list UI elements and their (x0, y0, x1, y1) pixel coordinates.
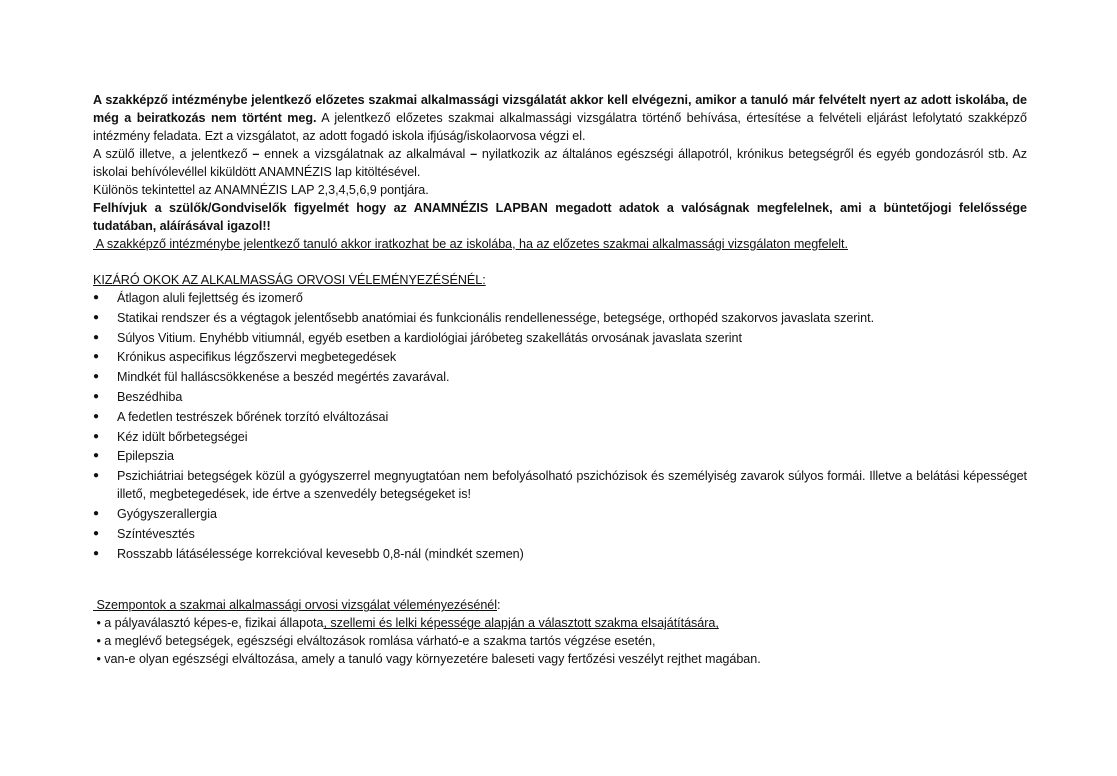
exclusion-list-item-text: Gyógyszerallergia (117, 506, 217, 521)
bullet-icon: ● (93, 292, 99, 303)
intro-paragraph-2-part-b: ennek a vizsgálatnak az alkalmával (259, 147, 471, 161)
exclusion-list-item (93, 428, 1027, 446)
exclusion-list-item (93, 447, 1027, 465)
criteria-item-3: • van-e olyan egészségi elváltozása, amely a tanuló vagy környezetére baleseti vagy fertőzési veszélyt rejthet magában. (93, 652, 761, 667)
intro-paragraph-2 (93, 145, 1027, 181)
exclusion-list-item (93, 545, 1027, 563)
exclusion-list-item (93, 309, 1027, 327)
bullet-icon: ● (93, 430, 99, 442)
intro-paragraph-2-part-a: A szülő illetve, a jelentkező (93, 147, 253, 161)
spacer (93, 564, 1027, 596)
exclusion-list-item-text: Statikai rendszer és a végtagok jelentősebb anatómiai és funkcionális rendellenessége, betegsége, orthopéd szakorvos javaslata szerint. (117, 310, 875, 325)
exclusion-list (93, 289, 1027, 563)
criteria-item-1-part-b: , szellemi és lelki képessége alapján a választott szakma elsajátítására, (323, 616, 719, 631)
bullet-icon: ● (93, 311, 99, 323)
exclusion-list-item-text: Beszédhiba (117, 389, 183, 404)
criteria-item-2: • a meglévő betegségek, egészségi elváltozások romlása várható-e a szakma tartós végzése esetén, (93, 634, 656, 649)
intro-paragraph-1 (93, 91, 1027, 145)
criteria-item-1 (93, 614, 1027, 632)
bullet-icon: ● (93, 470, 99, 482)
exclusion-list-item-text: Pszichiátriai betegségek közül a gyógyszerrel megnyugtatóan nem befolyásolható pszichózisok és személyiség zavarok súlyos formái. Illetve a belátási képességet illető, megbetegedések, ide értve a szenvedély betegségeket is! (117, 469, 1027, 502)
bullet-icon: ● (93, 351, 99, 363)
criteria-heading (93, 596, 1027, 614)
bullet-icon: ● (93, 527, 99, 539)
intro-paragraph-3: Különös tekintettel az ANAMNÉZIS LAP 2,3,4,5,6,9 pontjára. (93, 183, 429, 197)
intro-paragraph-1-rest: A jelentkező előzetes szakmai alkalmassági vizsgálatra történő behívása, értesítése a felvételi eljárást lefolytató szakképző intézmény feladata. Ezt a vizsgálatot, az adott fogadó iskola ifjúság/iskolaorvosa végzi el. (93, 111, 1027, 143)
exclusion-list-item-text: Krónikus aspecifikus légzőszervi megbetegedések (117, 350, 397, 365)
bullet-icon: ● (93, 331, 99, 343)
bullet-icon: ● (93, 371, 99, 383)
intro-dash-1: – (252, 147, 260, 161)
bullet-icon: ● (93, 507, 99, 519)
intro-paragraph-5: A szakképző intézménybe jelentkező tanuló akkor iratkozhat be az iskolába, ha az előzetes szakmai alkalmassági vizsgálaton megfelelt. (93, 237, 848, 251)
exclusion-list-item (93, 408, 1027, 426)
exclusion-list-item (93, 329, 1027, 347)
exclusion-list-item-text: Színtévesztés (117, 526, 195, 541)
exclusion-list-item-text: Átlagon aluli fejlettség és izomerő (117, 291, 303, 305)
document-page (93, 91, 1027, 668)
exclusion-list-item-text: Rosszabb látásélessége korrekcióval kevesebb 0,8-nál (mindkét szemen) (117, 546, 524, 561)
exclusion-list-item (93, 289, 1027, 307)
exclusion-list-item-text: Epilepszia (117, 449, 174, 464)
bullet-icon: ● (93, 450, 99, 462)
exclusion-list-item (93, 525, 1027, 543)
criteria-heading-colon: : (497, 598, 501, 613)
exclusion-list-item (93, 467, 1027, 503)
intro-paragraph-4: Felhívjuk a szülők/Gondviselők figyelmét hogy az ANAMNÉZIS LAPBAN megadott adatok a valóságnak megfelelnek, ami a büntetőjogi felelőssége tudatában, aláírásával igazol!! (93, 201, 1027, 233)
exclusion-list-item (93, 388, 1027, 406)
criteria-item-1-part-a: • a pályaválasztó képes-e, fizikai állapota (93, 616, 324, 631)
bullet-icon: ● (93, 390, 99, 402)
exclusion-list-item-text: Súlyos Vitium. Enyhébb vitiumnál, egyéb esetben a kardiológiai járóbeteg szakellátás orvosának javaslata szerint (117, 330, 742, 345)
exclusion-list-item (93, 505, 1027, 523)
intro-dash-2: – (470, 147, 478, 161)
spacer (93, 253, 1027, 271)
exclusion-list-item (93, 368, 1027, 386)
criteria-heading-text: Szempontok a szakmai alkalmassági orvosi vizsgálat véleményezésénél (93, 598, 497, 613)
bullet-icon: ● (93, 547, 99, 559)
bullet-icon: ● (93, 410, 99, 422)
exclusion-list-item-text: Mindkét fül halláscsökkenése a beszéd megértés zavarával. (117, 370, 450, 385)
exclusion-heading: KIZÁRÓ OKOK AZ ALKALMASSÁG ORVOSI VÉLEMÉNYEZÉSÉNÉL: (93, 273, 486, 287)
exclusion-list-item-text: A fedetlen testrészek bőrének torzító elváltozásai (117, 409, 389, 424)
exclusion-list-item-text: Kéz idült bőrbetegségei (117, 429, 248, 444)
intro-paragraph-2-part-c: nyilatkozik az általános egészségi állapotról, krónikus betegségről és egyéb gondozásról stb. Az iskolai behívólevéllel kiküldött ANAMNÉZIS lap kitöltésével. (93, 147, 1027, 179)
exclusion-list-item (93, 348, 1027, 366)
intro-paragraph-1-bold: A szakképző intézménybe jelentkező előzetes szakmai alkalmassági vizsgálatát akkor kell elvégezni, amikor a tanuló már felvételt nyert az adott iskolába, de még a beiratkozás nem történt meg. (93, 93, 1027, 125)
